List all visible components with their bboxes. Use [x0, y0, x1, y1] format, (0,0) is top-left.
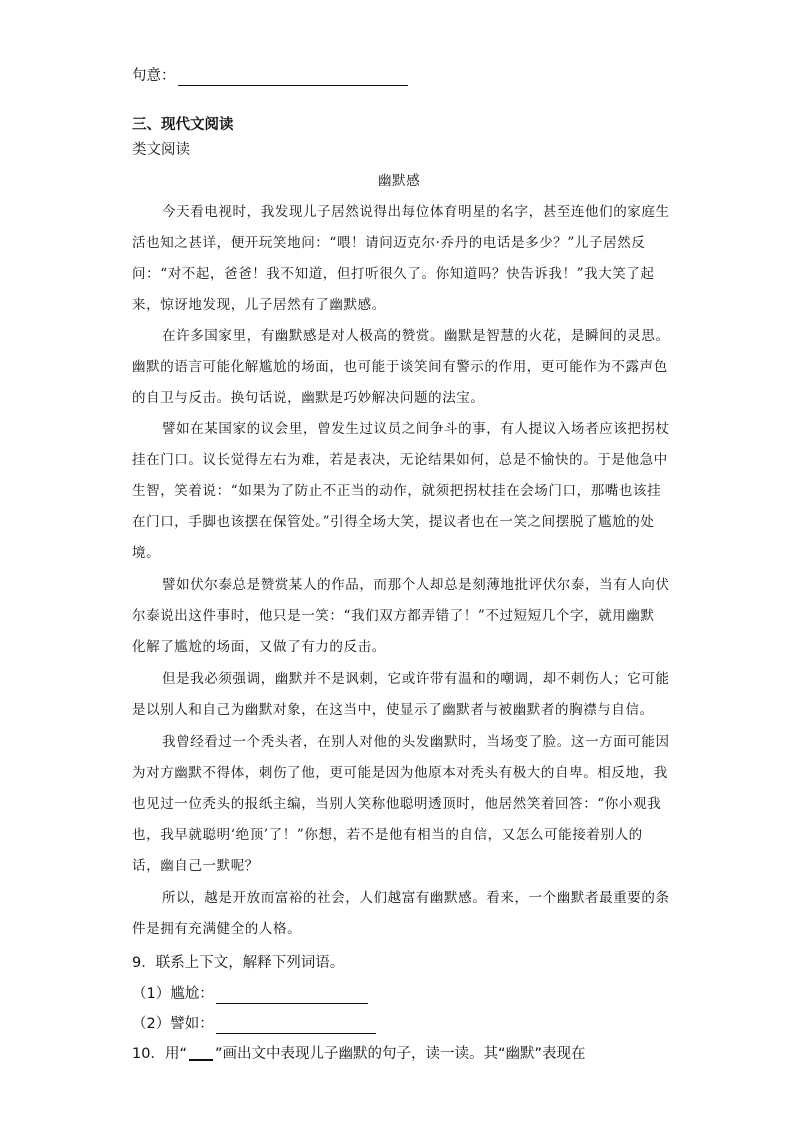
passage-line: 为对方幽默不得体，刺伤了他，更可能是因为他原本对秃头有极大的自卑。相反地，我 [132, 765, 668, 781]
question-9-item-1 [132, 984, 368, 1004]
question-9-item-1-label: （1）尴尬： [132, 986, 214, 1002]
meaning-blank[interactable] [178, 71, 408, 86]
passage-line: 挂在门口。议长觉得左右为难，若是表决，无论结果如何，总是不愉快的。于是他急中 [132, 452, 668, 468]
passage-line: 但是我必须强调，幽默并不是讽刺，它或许带有温和的嘲调，却不刺伤人；它可能 [162, 671, 670, 687]
passage-line: 尔泰说出这件事时，他只是一笑：“我们双方都弄错了！”不过短短几个字，就用幽默 [132, 608, 655, 624]
passage-line: 的自卫与反击。换句话说，幽默是巧妙解决问题的法宝。 [132, 390, 485, 406]
question-9-item-1-blank[interactable] [216, 989, 368, 1004]
passage-line: 话，幽自己一默呢？ [132, 858, 259, 874]
passage-line: 譬如在某国家的议会里，曾发生过议员之间争斗的事，有人提议入场者应该把拐杖 [162, 421, 670, 437]
passage-line: 境。 [132, 545, 161, 561]
passage-line: 在许多国家里，有幽默感是对人极高的赞赏。幽默是智慧的火花，是瞬间的灵思。 [162, 328, 670, 344]
meaning-label: 句意： [132, 68, 176, 84]
meaning-answer-line [132, 66, 408, 86]
section-heading: 三、现代文阅读 [132, 117, 234, 133]
passage-line: 幽默的语言可能化解尴尬的场面，也可能于谈笑间有警示的作用，更可能作为不露声色 [132, 359, 668, 375]
question-10-text-end: ”画出文中表现儿子幽默的句子，读一读。其“幽默”表现在 [214, 1046, 586, 1062]
question-9-stem: 9．联系上下文，解释下列词语。 [132, 955, 345, 971]
passage-line: 活也知之甚详，便开玩笑地问：“喂！请问迈克尔·乔丹的电话是多少？”儿子居然反 [132, 235, 646, 251]
passage-line: 在门口，手脚也该摆在保管处。”引得全场大笑，提议者也在一笑之间摆脱了尴尬的处 [132, 514, 655, 530]
question-9-item-2-label: （2）譬如： [132, 1016, 214, 1032]
underline-symbol [189, 1047, 213, 1061]
passage-line: 我曾经看过一个秃头者，在别人对他的头发幽默时，当场变了脸。这一方面可能因 [162, 734, 670, 750]
passage-line: 是以别人和自己为幽默对象，在这当中，使显示了幽默者与被幽默者的胸襟与自信。 [132, 702, 654, 718]
passage-line: 所以，越是开放而富裕的社会，人们越富有幽默感。看来，一个幽默者最重要的条 [162, 890, 670, 906]
question-9-item-2 [132, 1014, 376, 1034]
passage-line: 譬如伏尔泰总是赞赏某人的作品，而那个人却总是刻薄地批评伏尔泰，当有人向伏 [162, 577, 670, 593]
passage-line: 件是拥有充满健全的人格。 [132, 921, 302, 937]
question-10-stem [132, 1044, 586, 1064]
passage-line: 问：“对不起，爸爸！我不知道，但打听很久了。你知道吗？快告诉我！”我大笑了起 [132, 266, 655, 282]
passage-line: 化解了尴尬的场面，又做了有力的反击。 [132, 639, 386, 655]
section-subheading: 类文阅读 [132, 142, 190, 158]
passage-line: 也见过一位秃头的报纸主编，当别人笑称他聪明透顶时，他居然笑着回答：“你小观我 [132, 796, 662, 812]
question-9-item-2-blank[interactable] [216, 1019, 376, 1034]
passage-line: 生智，笑着说：“如果为了防止不正当的动作，就须把拐杖挂在会场门口，那嘴也该挂 [132, 483, 662, 499]
question-10-text-start: 10．用“ [132, 1046, 187, 1062]
passage-line: 来，惊讶地发现，儿子居然有了幽默感。 [132, 297, 386, 313]
passage-line: 也，我早就聪明‘绝顶’了！”你想，若不是他有相当的自信，又怎么可能接着别人的 [132, 827, 643, 843]
passage-title: 幽默感 [378, 173, 421, 189]
passage-line: 今天看电视时，我发现儿子居然说得出每位体育明星的名字，甚至连他们的家庭生 [162, 204, 670, 220]
